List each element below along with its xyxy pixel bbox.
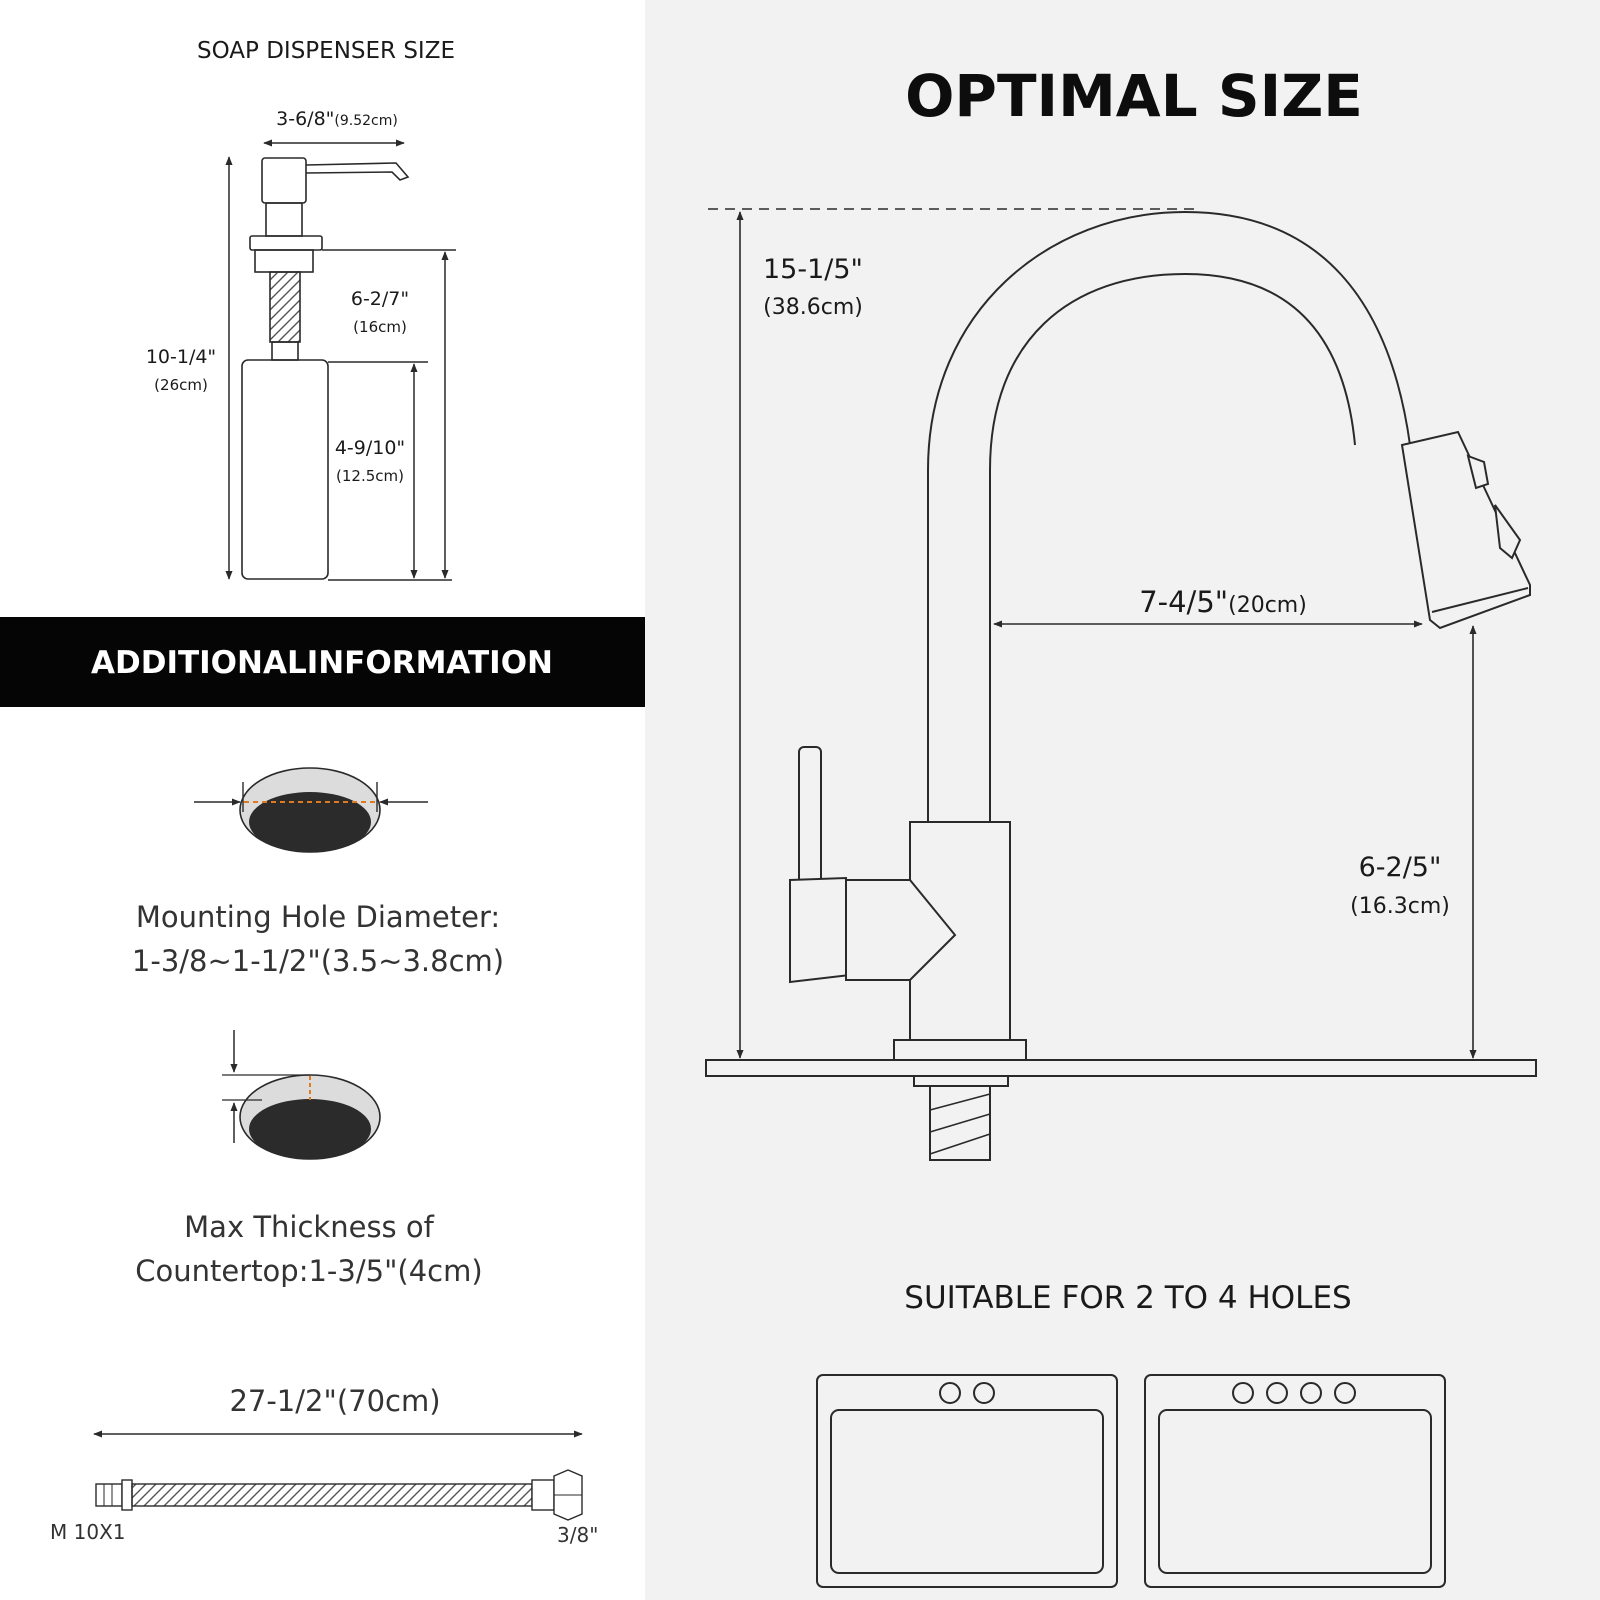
soap-total-height-in: 10-1/4" <box>145 346 217 368</box>
faucet-handle-lever <box>799 747 821 883</box>
faucet-base <box>894 1040 1026 1060</box>
faucet-reach-in: 7-4/5" <box>1139 585 1229 619</box>
optimal-size-title: OPTIMAL SIZE <box>905 62 1363 130</box>
pump-tube <box>272 342 298 360</box>
soap-bottle <box>242 360 328 579</box>
soap-dimension-lines <box>229 143 456 580</box>
soap-shank-cm: (16cm) <box>353 318 407 336</box>
sink-hole <box>974 1383 994 1403</box>
sink-hole <box>940 1383 960 1403</box>
soap-width-in: 3-6/8" <box>276 108 335 130</box>
pump-flange <box>250 236 322 250</box>
two-hole-sink-basin <box>831 1410 1103 1573</box>
pump-nut <box>255 250 313 272</box>
hose-right-thread-label: 3/8" <box>557 1523 599 1547</box>
pump-thread <box>270 272 300 342</box>
pump-collar <box>266 203 302 236</box>
faucet-reach-cm: (20cm) <box>1228 593 1307 618</box>
hose-length-label: 27-1/2"(70cm) <box>229 1384 441 1418</box>
soap-dispenser-title: SOAP DISPENSER SIZE <box>196 38 456 64</box>
spout-height-in: 6-2/5" <box>1358 852 1442 883</box>
countertop-thickness-diagram <box>222 1030 380 1159</box>
four-hole-sink-outer <box>1145 1375 1445 1587</box>
soap-width-cm: (9.52cm) <box>334 113 398 129</box>
shank-washer <box>914 1076 1008 1086</box>
faucet-spout-inner <box>990 274 1355 822</box>
thickness-label-line2: Countertop:1-3/5"(4cm) <box>135 1254 483 1288</box>
thickness-label-line1: Max Thickness of <box>184 1210 434 1244</box>
hose-left-collar <box>122 1480 132 1510</box>
sink-hole <box>1267 1383 1287 1403</box>
hole-diameter-label-line1: Mounting Hole Diameter: <box>135 900 501 934</box>
soap-bottle-cm: (12.5cm) <box>336 467 404 485</box>
countertop-opening <box>249 1099 371 1159</box>
holes-caption: SUITABLE FOR 2 TO 4 HOLES <box>904 1280 1352 1316</box>
faucet-spout-outer <box>928 212 1410 822</box>
soap-width-label <box>276 108 398 130</box>
hose-diagram <box>94 1434 582 1520</box>
pump-head <box>262 158 306 203</box>
soap-bottle-in: 4-9/10" <box>334 437 406 459</box>
sink-hole <box>1301 1383 1321 1403</box>
two-hole-sink <box>817 1375 1117 1587</box>
hose-left-thread-label: M 10X1 <box>50 1520 126 1544</box>
soap-dispenser-drawing <box>242 158 408 579</box>
soap-total-height-cm: (26cm) <box>154 376 208 394</box>
sink-hole <box>1233 1383 1253 1403</box>
faucet-drawing <box>706 212 1536 1160</box>
mounting-hole-diagram <box>194 768 428 852</box>
soap-shank-in: 6-2/7" <box>350 288 410 310</box>
faucet-reach-label <box>1139 585 1307 619</box>
faucet-height-in: 15-1/5" <box>763 254 863 285</box>
two-hole-sink-outer <box>817 1375 1117 1587</box>
additional-info-banner <box>0 617 645 707</box>
four-hole-sink-basin <box>1159 1410 1431 1573</box>
faucet-height-cm: (38.6cm) <box>763 295 863 320</box>
sink-hole <box>1335 1383 1355 1403</box>
hose-braid <box>132 1484 532 1506</box>
hole-diameter-label-line2: 1-3/8~1-1/2"(3.5~3.8cm) <box>131 944 505 978</box>
hose-right-collar <box>532 1480 554 1510</box>
hose-left-fitting <box>96 1484 122 1506</box>
deck-plate <box>706 1060 1536 1076</box>
pump-nozzle <box>306 163 408 180</box>
four-hole-sink <box>1145 1375 1445 1587</box>
additional-info-title: ADDITIONALINFORMATION <box>90 645 554 681</box>
spout-height-cm: (16.3cm) <box>1350 894 1450 919</box>
faucet-handle-side <box>790 878 850 982</box>
